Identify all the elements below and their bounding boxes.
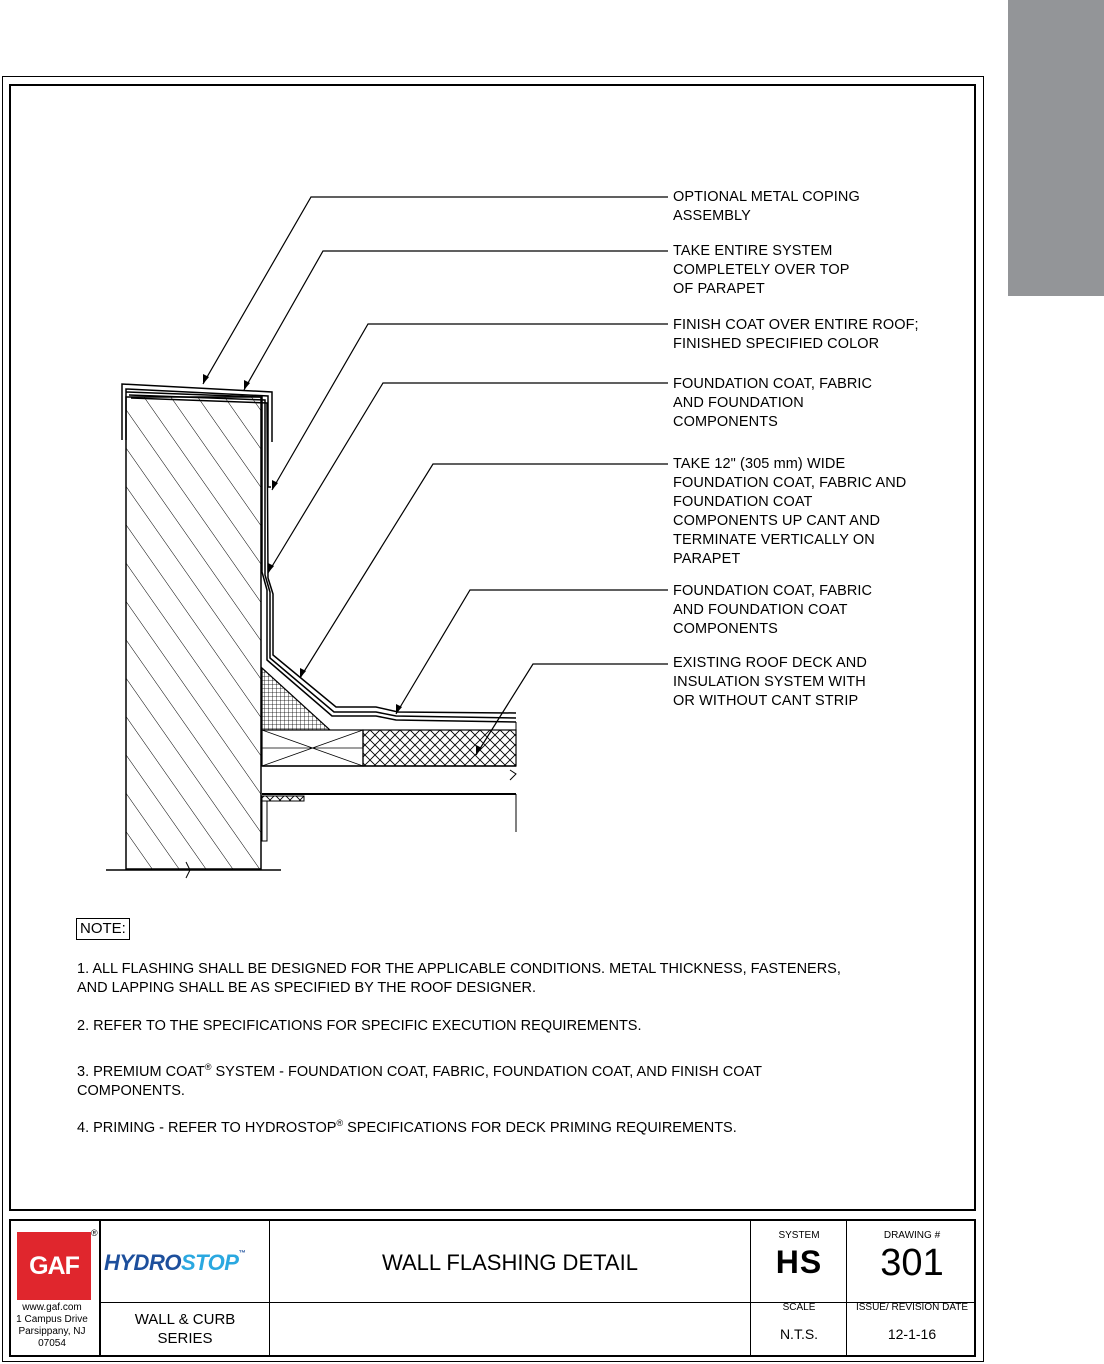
drawing-number-label: DRAWING # bbox=[883, 1230, 941, 1241]
note-2: 2. REFER TO THE SPECIFICATIONS FOR SPECIFIC EXECUTION REQUIREMENTS. bbox=[77, 1018, 642, 1034]
scale-label: SCALE bbox=[782, 1302, 816, 1313]
system-value: HS bbox=[775, 1244, 823, 1280]
series-name: WALL & CURB SERIES bbox=[134, 1311, 236, 1347]
callout-coping: OPTIONAL METAL COPING ASSEMBLY bbox=[673, 189, 860, 224]
callout-finish-coat: FINISH COAT OVER ENTIRE ROOF; FINISHED SPECIFIED COLOR bbox=[673, 317, 919, 352]
reg-mark: ® bbox=[91, 1228, 98, 1238]
notes-title: NOTE: bbox=[76, 918, 130, 940]
callout-roof-deck: EXISTING ROOF DECK AND INSULATION SYSTEM WITH OR WITHOUT CANT STRIP bbox=[673, 655, 867, 709]
drawing-number: 301 bbox=[880, 1242, 944, 1284]
revision-date-label: ISSUE/ REVISION DATE bbox=[855, 1302, 969, 1313]
revision-date: 12-1-16 bbox=[887, 1326, 937, 1342]
system-label: SYSTEM bbox=[778, 1230, 820, 1241]
scale-value: N.T.S. bbox=[779, 1326, 819, 1342]
parapet-wall bbox=[126, 397, 261, 869]
note-1: 1. ALL FLASHING SHALL BE DESIGNED FOR THE APPLICABLE CONDITIONS. METAL THICKNESS, FASTENERS, AND LAPPING SHALL BE AS SPECIFIED BY THE ROOF DESIGNER. bbox=[77, 961, 841, 996]
callout-over-parapet: TAKE ENTIRE SYSTEM COMPLETELY OVER TOP OF PARAPET bbox=[673, 243, 850, 297]
hydrostop-logo: HYDROSTOP™ bbox=[104, 1250, 245, 1275]
note-4: 4. PRIMING - REFER TO HYDROSTOP® SPECIFICATIONS FOR DECK PRIMING REQUIREMENTS. bbox=[77, 1118, 737, 1136]
cant-strip bbox=[262, 668, 330, 730]
gaf-logo: GAF bbox=[17, 1232, 91, 1300]
callout-foundation-2: FOUNDATION COAT, FABRIC AND FOUNDATION COAT COMPONENTS bbox=[673, 583, 873, 637]
company-address: www.gaf.com 1 Campus Drive Parsippany, NJ 07054 bbox=[16, 1302, 88, 1349]
insulation-right bbox=[363, 730, 516, 766]
note-3: 3. PREMIUM COAT® SYSTEM - FOUNDATION COAT, FABRIC, FOUNDATION COAT, AND FINISH COAT COMPONENTS. bbox=[77, 1062, 762, 1099]
callout-cant: TAKE 12" (305 mm) WIDE FOUNDATION COAT, FABRIC AND FOUNDATION COAT COMPONENTS UP CANT AND TERMINATE VERTICALLY ON PARAPET bbox=[673, 456, 907, 567]
callout-foundation-1: FOUNDATION COAT, FABRIC AND FOUNDATION COMPONENTS bbox=[673, 376, 873, 430]
leader-lines bbox=[203, 197, 668, 755]
drawing-title: WALL FLASHING DETAIL bbox=[382, 1250, 638, 1275]
